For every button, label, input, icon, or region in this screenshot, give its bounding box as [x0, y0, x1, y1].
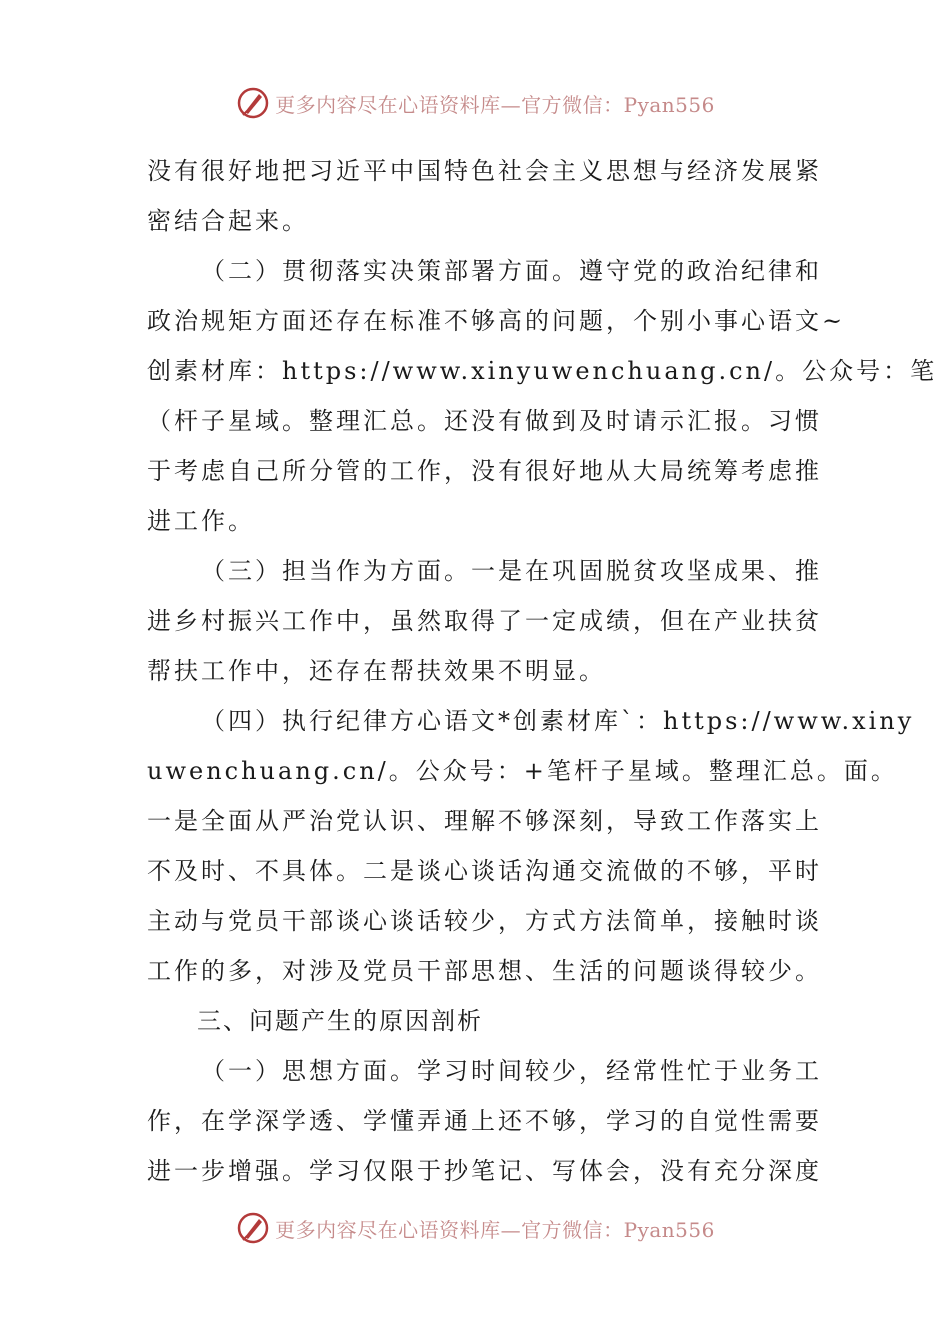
paragraph-line: 工作的多，对涉及党员干部思想、生活的问题谈得较少。	[147, 957, 822, 985]
quill-circle-logo-icon	[235, 1210, 271, 1246]
header-banner-text: 更多内容尽在心语资料库—官方微信：Pyan556	[275, 92, 715, 117]
paragraph-line: 创素材库：https://www.xinyuwenchuang.cn/。公众号：笔	[147, 357, 938, 385]
paragraph-line: 进工作。	[147, 507, 255, 535]
paragraph-line: 进一步增强。学习仅限于抄笔记、写体会，没有充分深度	[147, 1157, 822, 1185]
paragraph-line: 一是全面从严治党认识、理解不够深刻，导致工作落实上	[147, 807, 822, 835]
paragraph-line: 主动与党员干部谈心谈话较少，方式方法简单，接触时谈	[147, 907, 822, 935]
paragraph-line: （二）贯彻落实决策部署方面。遵守党的政治纪律和	[201, 257, 822, 285]
paragraph-line: 没有很好地把习近平中国特色社会主义思想与经济发展紧	[147, 157, 822, 185]
paragraph-line: 帮扶工作中，还存在帮扶效果不明显。	[147, 657, 606, 685]
paragraph-line: 密结合起来。	[147, 207, 309, 235]
document-body	[147, 146, 938, 1196]
paragraph-line: 政治规矩方面还存在标准不够高的问题，个别小事心语文~	[147, 307, 846, 335]
paragraph-line: （杆子星域。整理汇总。还没有做到及时请示汇报。习惯	[147, 407, 822, 435]
quill-circle-logo-icon	[235, 85, 271, 121]
paragraph-line: 于考虑自己所分管的工作，没有很好地从大局统筹考虑推	[147, 457, 822, 485]
paragraph-line: （三）担当作为方面。一是在巩固脱贫攻坚成果、推	[201, 557, 822, 585]
section-heading: 三、问题产生的原因剖析	[197, 1007, 483, 1035]
paragraph-line: 作，在学深学透、学懂弄通上还不够，学习的自觉性需要	[147, 1107, 822, 1135]
paragraph-line: （一）思想方面。学习时间较少，经常性忙于业务工	[201, 1057, 822, 1085]
paragraph-line: uwenchuang.cn/。公众号：+笔杆子星域。整理汇总。面。	[147, 757, 898, 785]
footer-banner	[0, 1208, 950, 1248]
footer-banner-text: 更多内容尽在心语资料库—官方微信：Pyan556	[275, 1217, 715, 1242]
paragraph-line: 进乡村振兴工作中，虽然取得了一定成绩，但在产业扶贫	[147, 607, 822, 635]
header-banner	[0, 83, 950, 123]
paragraph-line: 不及时、不具体。二是谈心谈话沟通交流做的不够，平时	[147, 857, 822, 885]
paragraph-line: （四）执行纪律方心语文*创素材库`：https://www.xiny	[201, 707, 915, 735]
